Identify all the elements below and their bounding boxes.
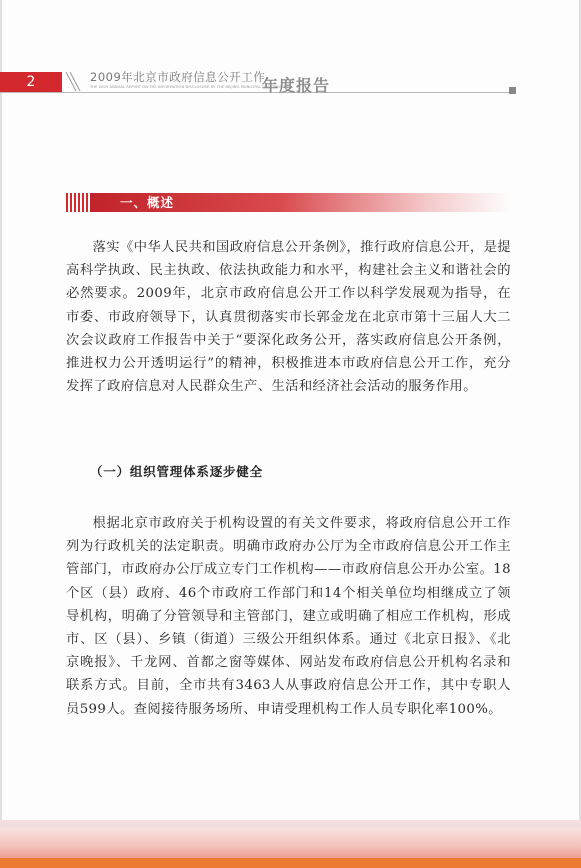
section-heading [66, 193, 511, 212]
page-number: 2 [0, 72, 62, 92]
header-square-marker [509, 87, 516, 94]
organization-paragraph: 根据北京市政府关于机构设置的有关文件要求，将政府信息公开工作列为行政机关的法定职责。明确市政府办公厅为全市政府信息公开工作主管部门，市政府办公厅成立专门工作机构——市政府信息公开办公室。18个区（县）政府、46个市政府工作部门和14个相关单位均相继成立了领导机构，明确了分管领导和主管部门，建立或明确了相应工作机构，形成市、区（县）、乡镇（街道）三级公开组织体系。通过《北京日报》、《北京晚报》、千龙网、首都之窗等媒体、网站发布政府信息公开机构名录和联系方式。目前，全市共有3463人从事政府信息公开工作，其中专职人员599人。查阅接待服务场所、申请受理机构工作人员专职化率100%。 [66, 516, 511, 717]
sub-heading: （一）组织管理体系逐步健全 [90, 464, 263, 479]
overview-paragraph: 落实《中华人民共和国政府信息公开条例》，推行政府信息公开，是提高科学执政、民主执政、依法执政能力和水平，构建社会主义和谐社会的必然要求。2009年，北京市政府信息公开工作以科学发展观为指导，在市委、市政府领导下，认真贯彻落实市长郭金龙在北京市第十三届人大二次会议政府工作报告中关于“要深化政务公开，落实政府信息公开条例，推进权力公开透明运行”的精神，积极推进本市政府信息公开工作，充分发挥了政府信息对人民群众生产、生活和经济社会活动的服务作用。 [66, 240, 511, 395]
footer-band-gradient [0, 828, 581, 858]
footer-band-orange [0, 858, 581, 868]
section-heading-stripes [66, 193, 90, 212]
header-report-label: 年度报告 [262, 76, 331, 95]
header-rule [0, 92, 510, 93]
section-title: 一、概述 [120, 195, 175, 210]
header-subtitle: THE 2009 ANNUAL REPORT ON THE INFORMATION DISCLOSURE BY THE BEIJING MUNICIPAL GOVERNMENT [90, 85, 290, 89]
footer-band-light [0, 820, 581, 828]
header-slash-decoration [64, 70, 84, 92]
header-title: 2009年北京市政府信息公开工作 [90, 70, 266, 84]
